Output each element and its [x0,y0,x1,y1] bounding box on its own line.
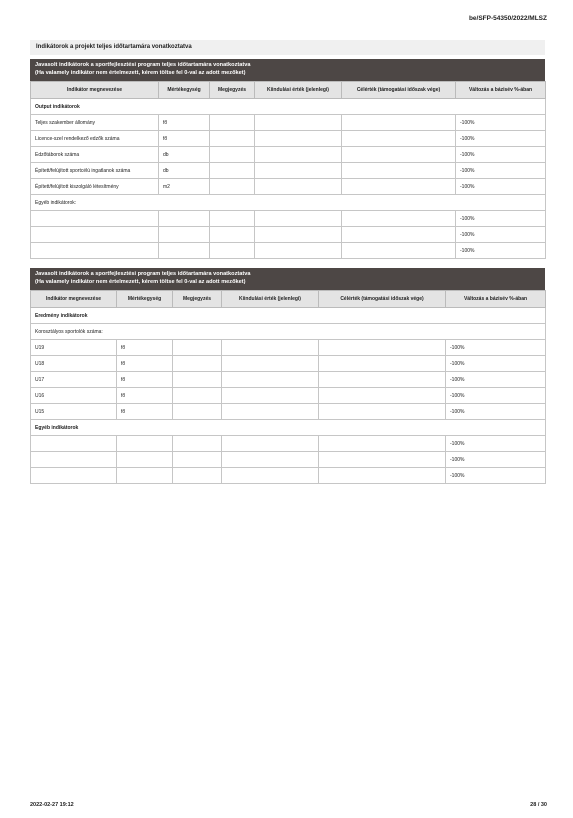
start-value-field[interactable] [222,372,319,388]
table-row [31,243,546,259]
note-field[interactable] [210,211,255,227]
note-field[interactable] [210,131,255,147]
column-header-row [31,82,546,99]
note-field[interactable] [210,179,255,195]
change-percent: -100% [456,227,546,243]
start-value-field[interactable] [255,179,342,195]
indicator-name: U19 [31,340,117,356]
target-value-field[interactable] [342,131,456,147]
change-percent: -100% [446,468,546,484]
unit-field[interactable] [117,468,173,484]
target-value-field[interactable] [342,163,456,179]
col-start-value: Kiindulási érték (jelenlegi) [255,82,342,99]
indicator-name: U18 [31,356,117,372]
note-field[interactable] [210,115,255,131]
target-value-field[interactable] [319,436,446,452]
footer-timestamp: 2022-02-27 19:12 [30,802,74,808]
subgroup-row [31,324,546,340]
table-row [31,179,546,195]
indicator-name: Teljes szakember állomány [31,115,159,131]
indicator-table [30,290,546,484]
unit-field[interactable] [117,436,173,452]
change-percent: -100% [446,436,546,452]
target-value-field[interactable] [342,243,456,259]
col-change-percent: Változás a bázisév %-ában [456,82,546,99]
group-label: Eredmény indikátorok [31,308,546,324]
target-value-field[interactable] [342,211,456,227]
result-indicators-table [30,268,545,484]
col-start-value: Kiindulási érték (jelenlegi) [222,291,319,308]
table-row [31,436,546,452]
table-heading [30,268,545,290]
start-value-field[interactable] [255,147,342,163]
target-value-field[interactable] [319,468,446,484]
indicator-name-field[interactable] [31,227,159,243]
change-percent: -100% [446,340,546,356]
table-row [31,388,546,404]
output-indicators-table [30,59,545,259]
table-row [31,468,546,484]
unit-cell: fő [117,340,173,356]
indicator-name-field[interactable] [31,211,159,227]
table-row [31,131,546,147]
indicator-name: Épített/felújított kiszolgáló létesítmény [31,179,159,195]
start-value-field[interactable] [222,452,319,468]
table-heading-line1: Javasolt indikátorok a sportfejlesztési program teljes időtartamára vonatkoztatva [35,271,251,277]
start-value-field[interactable] [255,115,342,131]
group-row [31,420,546,436]
unit-cell: fő [117,356,173,372]
note-field[interactable] [173,436,222,452]
indicator-name: Edzőtáborok száma [31,147,159,163]
table-heading-line1: Javasolt indikátorok a sportfejlesztési program teljes időtartamára vonatkoztatva [35,62,251,68]
change-percent: -100% [446,452,546,468]
change-percent: -100% [446,372,546,388]
table-row [31,452,546,468]
start-value-field[interactable] [255,131,342,147]
target-value-field[interactable] [319,372,446,388]
section-title: Indikátorok a projekt teljes időtartamára vonatkoztatva [30,40,545,55]
start-value-field[interactable] [222,388,319,404]
col-target-value: Célérték (támogatási időszak vége) [342,82,456,99]
col-note: Megjegyzés [173,291,222,308]
unit-field[interactable] [117,452,173,468]
col-change-percent: Változás a bázisév %-ában [446,291,546,308]
indicator-name: Licence-szel rendelkező edzők száma [31,131,159,147]
note-field[interactable] [210,243,255,259]
col-indicator-name: Indikátor megnevezése [31,82,159,99]
col-unit: Mértékegység [159,82,210,99]
col-unit: Mértékegység [117,291,173,308]
start-value-field[interactable] [255,243,342,259]
target-value-field[interactable] [319,356,446,372]
change-percent: -100% [456,147,546,163]
table-row [31,163,546,179]
note-field[interactable] [210,227,255,243]
document-reference: be/SFP-54350/2022/MLSZ [468,15,547,22]
table-heading [30,59,545,81]
table-heading-line2: (Ha valamely indikátor nem értelmezett, kérem töltse fel 0-val az adott mezőket) [35,69,246,76]
change-percent: -100% [456,243,546,259]
target-value-field[interactable] [342,227,456,243]
table-row [31,340,546,356]
unit-cell: fő [159,115,210,131]
note-field[interactable] [173,452,222,468]
start-value-field[interactable] [222,404,319,420]
indicator-name-field[interactable] [31,243,159,259]
group-label: Output indikátorok [31,99,546,115]
note-field[interactable] [173,468,222,484]
group-row [31,195,546,211]
indicator-name-field[interactable] [31,436,117,452]
subgroup-label: Korosztályos sportolók száma: [31,324,546,340]
table-row [31,211,546,227]
change-percent: -100% [456,131,546,147]
footer-page-number: 28 / 30 [530,802,547,808]
unit-cell: db [159,163,210,179]
note-field[interactable] [210,163,255,179]
indicator-name: U16 [31,388,117,404]
note-field[interactable] [173,372,222,388]
group-label: Egyéb indikátorok [31,420,546,436]
target-value-field[interactable] [319,340,446,356]
note-field[interactable] [210,147,255,163]
table-heading-line2: (Ha valamely indikátor nem értelmezett, kérem töltse fel 0-val az adott mezőket) [35,278,246,285]
unit-cell: db [159,147,210,163]
start-value-field[interactable] [222,356,319,372]
start-value-field[interactable] [255,163,342,179]
target-value-field[interactable] [319,404,446,420]
col-target-value: Célérték (támogatási időszak vége) [319,291,446,308]
indicator-name: U15 [31,404,117,420]
note-field[interactable] [173,340,222,356]
target-value-field[interactable] [319,388,446,404]
start-value-field[interactable] [255,227,342,243]
group-label: Egyéb indikátorok: [31,195,546,211]
note-field[interactable] [173,356,222,372]
change-percent: -100% [446,404,546,420]
note-field[interactable] [173,404,222,420]
table-row [31,372,546,388]
unit-cell: fő [117,404,173,420]
change-percent: -100% [456,163,546,179]
unit-cell: m2 [159,179,210,195]
unit-cell: fő [117,388,173,404]
table-row [31,227,546,243]
indicator-name-field[interactable] [31,468,117,484]
start-value-field[interactable] [255,211,342,227]
change-percent: -100% [456,211,546,227]
note-field[interactable] [173,388,222,404]
start-value-field[interactable] [222,340,319,356]
change-percent: -100% [456,179,546,195]
change-percent: -100% [446,388,546,404]
indicator-name: Épített/felújított sportcélú ingatlanok száma [31,163,159,179]
col-note: Megjegyzés [210,82,255,99]
table-row [31,115,546,131]
group-row [31,99,546,115]
unit-field[interactable] [159,227,210,243]
target-value-field[interactable] [342,115,456,131]
start-value-field[interactable] [222,436,319,452]
change-percent: -100% [456,115,546,131]
unit-cell: fő [159,131,210,147]
change-percent: -100% [446,356,546,372]
table-row [31,404,546,420]
table-row [31,147,546,163]
indicator-name: U17 [31,372,117,388]
indicator-table [30,81,546,259]
column-header-row [31,291,546,308]
unit-cell: fő [117,372,173,388]
table-row [31,356,546,372]
col-indicator-name: Indikátor megnevezése [31,291,117,308]
group-row [31,308,546,324]
target-value-field[interactable] [342,147,456,163]
unit-field[interactable] [159,243,210,259]
indicator-name-field[interactable] [31,452,117,468]
target-value-field[interactable] [319,452,446,468]
target-value-field[interactable] [342,179,456,195]
start-value-field[interactable] [222,468,319,484]
unit-field[interactable] [159,211,210,227]
